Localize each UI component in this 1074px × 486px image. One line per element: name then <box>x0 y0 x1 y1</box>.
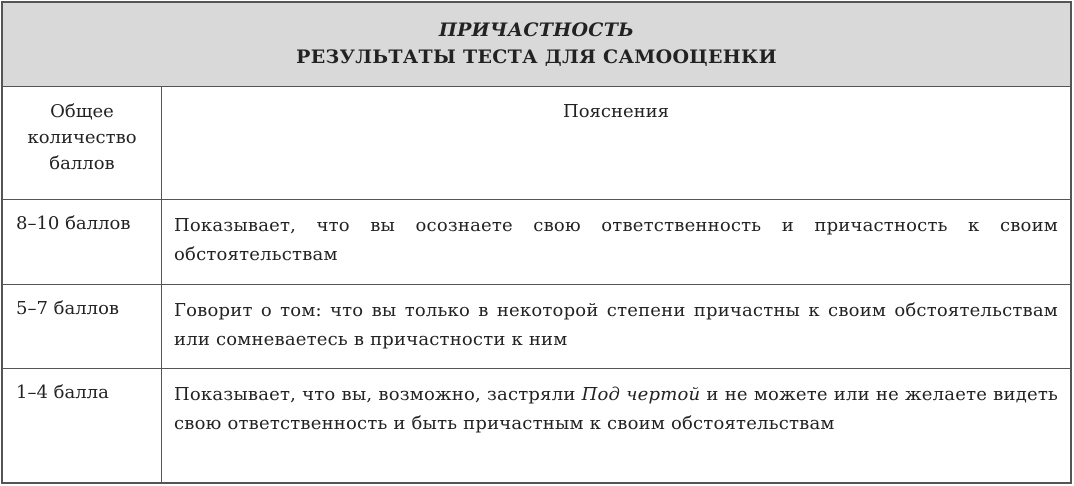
column-header-score-line: количество <box>27 126 137 148</box>
description-text: и не можете или не желаете видеть свою ответственность и быть причастным к своим обстоятельствам <box>174 384 1058 435</box>
score-cell: 1–4 балла <box>3 369 162 483</box>
table-row <box>3 200 1071 285</box>
table-title-cell <box>3 3 1071 87</box>
table-row <box>3 369 1071 483</box>
table-title: РЕЗУЛЬТАТЫ ТЕСТА ДЛЯ САМООЦЕНКИ <box>296 46 777 69</box>
column-header-score-line: Общее <box>50 100 114 122</box>
score-cell: 5–7 баллов <box>3 284 162 369</box>
column-header-explanation: Пояснения <box>162 86 1071 200</box>
table-row <box>3 284 1071 369</box>
score-cell: 8–10 баллов <box>3 200 162 285</box>
results-table <box>2 2 1071 483</box>
results-table-frame <box>1 1 1072 484</box>
table-title-italic: ПРИЧАСТНОСТЬ <box>438 19 635 42</box>
description-cell: Показывает, что вы осознаете свою ответственность и причастность к своим обстоятельствам <box>162 200 1071 285</box>
column-header-score-line: баллов <box>49 152 115 174</box>
description-cell: Говорит о том: что вы только в некоторой степени причастны к своим обстоятельствам или сомневаетесь в причастности к ним <box>162 284 1071 369</box>
description-emphasis: Под чертой <box>581 384 701 406</box>
description-text: Показывает, что вы, возможно, застряли <box>174 384 582 406</box>
column-header-score <box>3 86 162 200</box>
description-cell <box>162 369 1071 483</box>
